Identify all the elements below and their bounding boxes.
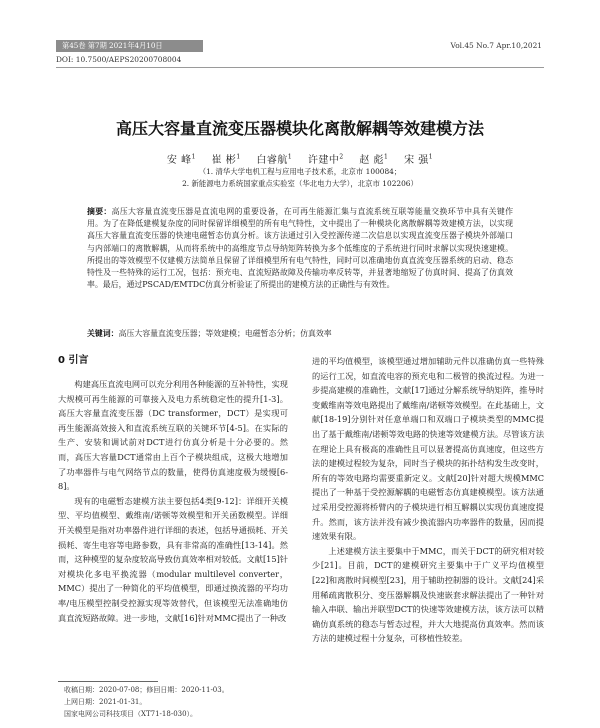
footnote-rule [58, 681, 158, 682]
paragraph: 构建高压直流电网可以充分利用各种能源的互补特性，实现大规模可再生能源的可靠接入及电力系统稳定性的提升[1-3]。高压大容量直流变压器（DC transformer，DCT）是实现可再生能源高效接入和直流系统互联的关键环节[4-5]。在实际的生产、安装和调试前对DCT进行仿真分析是十分必要的。然而，高压大容量DCT通常由上百个子模块组成，这极大地增加了功率器件与电气网络节点的数量，使得仿真速度极为缓慢[6-8]。 [58, 379, 288, 492]
paragraph: 现有的电磁暂态建模方法主要包括4类[9-12]：详细开关模型、平均值模型、戴维南/诺顿等效模型和开关函数模型。详细开关模型是指对功率器件进行详细的表述，包括导通损耗、开关损耗、寄生电容等电路参数，具有非常高的准确性[13-14]。然而，这种模型的复杂度较高导致仿真效率相对较低。文献[15]针对模块化多电平换流器（modular multilevel converter，MMC）提出了一种简化的平均值模型，即通过换流器的平均功率/电压模型控制受控源实现等效替代，但该模型无法准确地仿真直流短路故障。进一步地，文献[16]针对MMC提出了一种改 [58, 495, 288, 623]
section-heading: 0 引言 [58, 355, 89, 366]
author: 赵 彪$^1$ [359, 154, 389, 167]
abstract-text: 高压大容量直流变压器是直流电网的重要设备，在可再生能源汇集与直流系统互联等能量交换环节中具有关键作用。为了在降低建模复杂度的同时保留详细模型的所有电气特性，文中提出了一种模块化离散解耦等效建模方法，以实现高压大容量直流变压器的快速电磁暂态仿真分析。该方法通过引入受控源传递二次信息以实现直流变压器子模块外部端口与内部端口的离散解耦，从而将系统中的高维度节点导纳矩阵转换为多个低维度的子系统进行同时求解以实现快速建模。所提出的等效模型不仅建模方法简单且保留了详细模型所有电气特性，同时可以准确地仿真直流变压器系统的启动、稳态特性及一些特殊的运行工况，包括：预充电、直流短路故障及传输功率反转等，并显著地缩短了仿真时间、提高了仿真效率。最后，通过PSCAD/EMTDC仿真分析验证了所提出的建模方法的正确性与有效性。 [87, 207, 513, 290]
author: 安 峰$^1$ [166, 154, 196, 167]
footnote-received: 收稿日期：2020-07-08；修回日期：2020-11-03。 [64, 686, 229, 694]
paper-title: 高压大容量直流变压器模块化离散解耦等效建模方法 [115, 119, 484, 138]
body-column-left [58, 354, 288, 625]
abstract-label: 摘要： [87, 207, 112, 216]
footnote-funding: 国家电网公司科技项目（XT71-18-030）。 [64, 710, 198, 718]
author: 白睿航$^1$ [256, 154, 293, 167]
affiliation-1: （1. 清华大学电机工程与应用电子技术系，北京市 100084； [198, 167, 402, 176]
keywords-text: 高压大容量直流变压器；等效建模；电磁暂态分析；仿真效率 [118, 329, 332, 338]
paragraph: 上述建模方法主要集中于MMC，而关于DCT的研究相对较少[21]。目前，DCT的建模研究主要集中于广义平均值模型[22]和离散时间模型[23]，用于辅助控制器的设计。文献[24]采用稀疏离散积分、变压器解耦及快速嵌套求解法提出了一种针对输入串联、输出并联型DCT的快速等效建模方法，该方法可以精确仿真系统的稳态与暂态过程，并大大地提高仿真效率。然而该方法的建模过程十分复杂，可移植性较差。 [312, 545, 544, 644]
author: 崔 彬$^1$ [211, 154, 241, 167]
abstract [87, 206, 513, 291]
paragraph: 进的平均值模型，该模型通过增加辅助元件以准确仿真一些特殊的运行工况，如直流电容的预充电和二极管的换流过程。为进一步提高建模的准确性，文献[17]通过分解系统导纳矩阵，推导时变戴维南等效电路提出了戴维南/诺顿等效模型。在此基础上，文献[18-19]分别针对任意单端口和双端口子模块类型的MMC提出了基于戴维南/诺顿等效电路的快速等效建模方法。尽管该方法在理论上具有极高的准确性且可以显著提高仿真速度，但这些方法的建模过程较为复杂，同时当子模块的拓扑结构发生改变时，所有的等效电路均需要重新定义。文献[20]针对超大规模MMC提出了一种基于受控源解耦的电磁暂态仿真建模模型。该方法通过采用受控源将桥臂内的子模块进行相互解耦以实现仿真速度提升。然而，该方法并没有减少换流器内功率器件的数量，因而提速效果有限。 [312, 356, 545, 542]
author: 宋 强$^1$ [404, 154, 434, 167]
affiliation-2: 2. 新能源电力系统国家重点实验室（华北电力大学），北京市 102206） [182, 179, 418, 188]
keywords-label: 关键词： [87, 329, 119, 338]
journal-issue-en: Vol.45 No.7 Apr.10,2021 [450, 41, 542, 50]
header-rule [56, 67, 544, 68]
journal-issue-banner: 第45卷 第7期 2021年4月10日 [56, 40, 203, 52]
keywords [87, 328, 513, 340]
footnote-online: 上网日期：2021-01-31。 [64, 698, 147, 706]
body-column-right [312, 354, 544, 646]
doi[interactable]: DOI: 10.7500/AEPS20200708004 [56, 55, 182, 64]
author: 许建中$^2$ [307, 154, 344, 167]
